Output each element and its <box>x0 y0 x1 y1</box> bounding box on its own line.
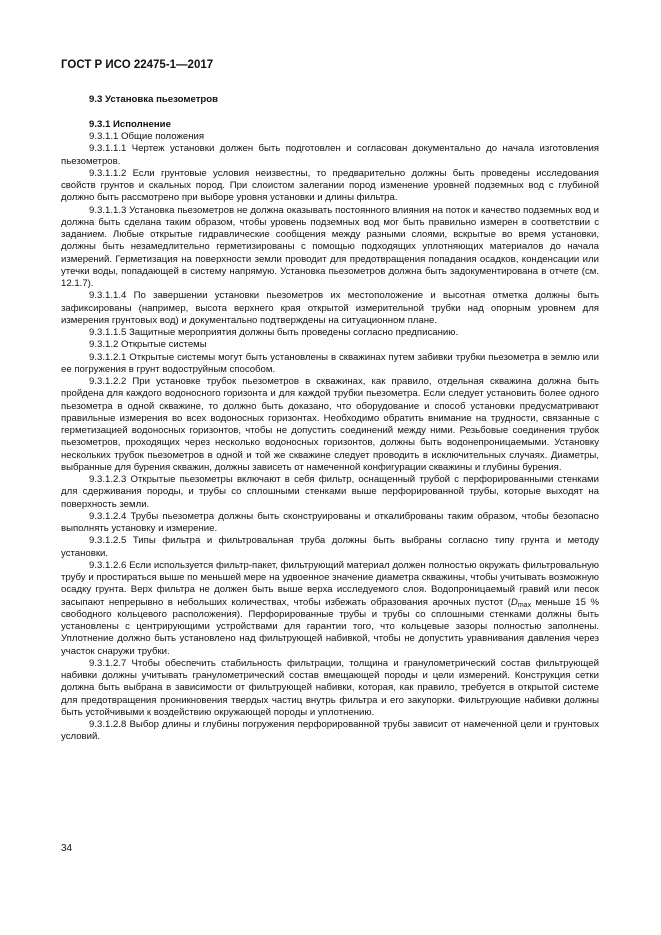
paragraph-9-3-1-1-3: 9.3.1.1.3 Установка пьезометров не должна оказывать постоянного влияния на поток и качество подземных вод и должна быть сделана таким образом, чтобы уровень подземных вод мог быть правильно измерен в соответствии с заданием. Любые открытые гидравлические сообщения между разными слоями, вскрытые во время установки, должны быть незамедлительно герметизированы с помощью подходящих уплотняющих материалов до начала измерений. Герметизация на поверхности земли проводит для предотвращения попадания осадков, конденсации или утечки воды, попадающей в систему напрямую. Установка пьезометров должна быть задокументирована в отчете (см. 12.1.7). <box>61 204 599 289</box>
paragraph-9-3-1-2-2: 9.3.1.2.2 При установке трубок пьезометров в скважинах, как правило, отдельная скважина должна быть пройдена для каждого водоносного горизонта и для каждой трубки пьезометра. Если следует установить более одного пьезометра в одной скважине, то должно быть доказано, что оборудование и способ установки предусматривают правильные измерения во всех водоносных горизонтах. Необходимо обратить внимание на трудности, связанные с герметизацией водоносных горизонтов, чтобы не допустить соединений между ними. Резьбовые соединения трубок пьезометров, проходящих через несколько водоносных горизонтов, должны быть водонепроницаемыми. Установку нескольких трубок пьезометров в одной и той же скважине следует проводить в исключительных случаях. Диаметры, выбранные для бурения скважин, должны зависеть от намеченной конфигурации скважины и глубины бурения. <box>61 376 599 473</box>
paragraph-9-3-1-2-8: 9.3.1.2.8 Выбор длины и глубины погружения перфорированной трубы зависит от намеченной цели и грунтовых условий. <box>61 719 599 743</box>
paragraph-9-3-1-2-3: 9.3.1.2.3 Открытые пьезометры включают в себя фильтр, оснащенный трубой с перфорированными стенками для сдерживания породы, и трубы со сплошными стенками выше перфорированной трубы, которые выходят на поверхность земли. <box>61 474 599 510</box>
paragraph-general: 9.3.1.1 Общие положения <box>89 131 205 142</box>
document-header: ГОСТ Р ИСО 22475-1—2017 <box>61 59 214 71</box>
paragraph-9-3-1-2-7: 9.3.1.2.7 Чтобы обеспечить стабильность фильтрации, толщина и гранулометрический состав фильтрующей набивки должны учитывать гранулометрический состав вмещающей породы и цели измерений. Конструкция сетки должна быть выбрана в зависимости от фильтрующей набивки, которая, как правило, требуется в открытой системе для предотвращения проникновения твердых частиц внутрь фильтра и его закупорки. Фильтрующие набивки должны быть устойчивыми к воздействию окружающей породы и уплотнению. <box>61 657 599 718</box>
paragraph-9-3-1-1-2: 9.3.1.1.2 Если грунтовые условия неизвестны, то предварительно должны быть проведены исследования свойств грунтов и скальных пород. При слоистом залегании пород изменение уровней подземных вод с глубиной должно быть рассмотрено при выборе уровня установки и длины фильтра. <box>61 167 599 204</box>
paragraph-9-3-1-1-5: 9.3.1.1.5 Защитные мероприятия должны быть проведены согласно предписанию. <box>89 327 459 338</box>
paragraph-9-3-1-2-1: 9.3.1.2.1 Открытые системы могут быть установлены в скважинах путем забивки трубки пьезометра в землю или ее погружения в грунт водоструйным способом. <box>61 351 599 375</box>
paragraph-open-systems: 9.3.1.2 Открытые системы <box>89 339 207 351</box>
paragraph-text: меньше 15 % свободного кольцевого расположения). Перфорированные трубы и трубы со сплошными стенками должны быть установлены с центрирующими устройствами для гарантии того, что кольцевые зазоры полностью заполнены. Уплотнение должно быть установлено над фильтрующей набивкой, чтобы не допустить уравнивания давления через участок снаружи трубки. <box>61 596 599 657</box>
paragraph-9-3-1-1-4: 9.3.1.1.4 По завершении установки пьезометров их местоположение и высотная отметка должны быть зафиксированы (например, высота верхнего края открытой измерительной трубки над опорным уровнем для измерения грунтовых вод) и документально подтверждены на ситуационном плане. <box>61 290 599 326</box>
paragraph-9-3-1-2-4: 9.3.1.2.4 Трубы пьезометра должны быть сконструированы и откалиброваны таким образом, чтобы безопасно выполнять установку и измерение. <box>61 510 599 534</box>
document-body <box>61 94 599 744</box>
paragraph-9-3-1-2-5: 9.3.1.2.5 Типы фильтра и фильтровальная труба должны быть выбраны согласно типу грунта и методу установки. <box>61 535 599 559</box>
subsection-title: 9.3.1 Исполнение <box>89 118 171 130</box>
paragraph-text: 9.3.1.2.6 Если используется фильтр-пакет, фильтрующий материал должен полностью окружать фильтровальную трубу и простираться выше по меньшей мере на удвоенное значение диаметра скважины, чтобы учитывать возможную осадку грунта. Верх фильтра не должен быть выше верха исследуемого слоя. Водопроницаемый гравий или песок засыпают непрерывно в небольших количествах, чтобы избежать образования арочных пустот ( <box>61 559 599 608</box>
subscript-max: max <box>517 601 532 609</box>
paragraph-9-3-1-1-1: 9.3.1.1.1 Чертеж установки должен быть подготовлен и согласован документально до начала изготовления пьезометров. <box>61 143 599 167</box>
section-title: 9.3 Установка пьезометров <box>89 94 219 105</box>
page-number: 34 <box>61 843 73 854</box>
paragraph-9-3-1-2-6 <box>61 560 599 658</box>
variable-d: D <box>510 596 518 608</box>
